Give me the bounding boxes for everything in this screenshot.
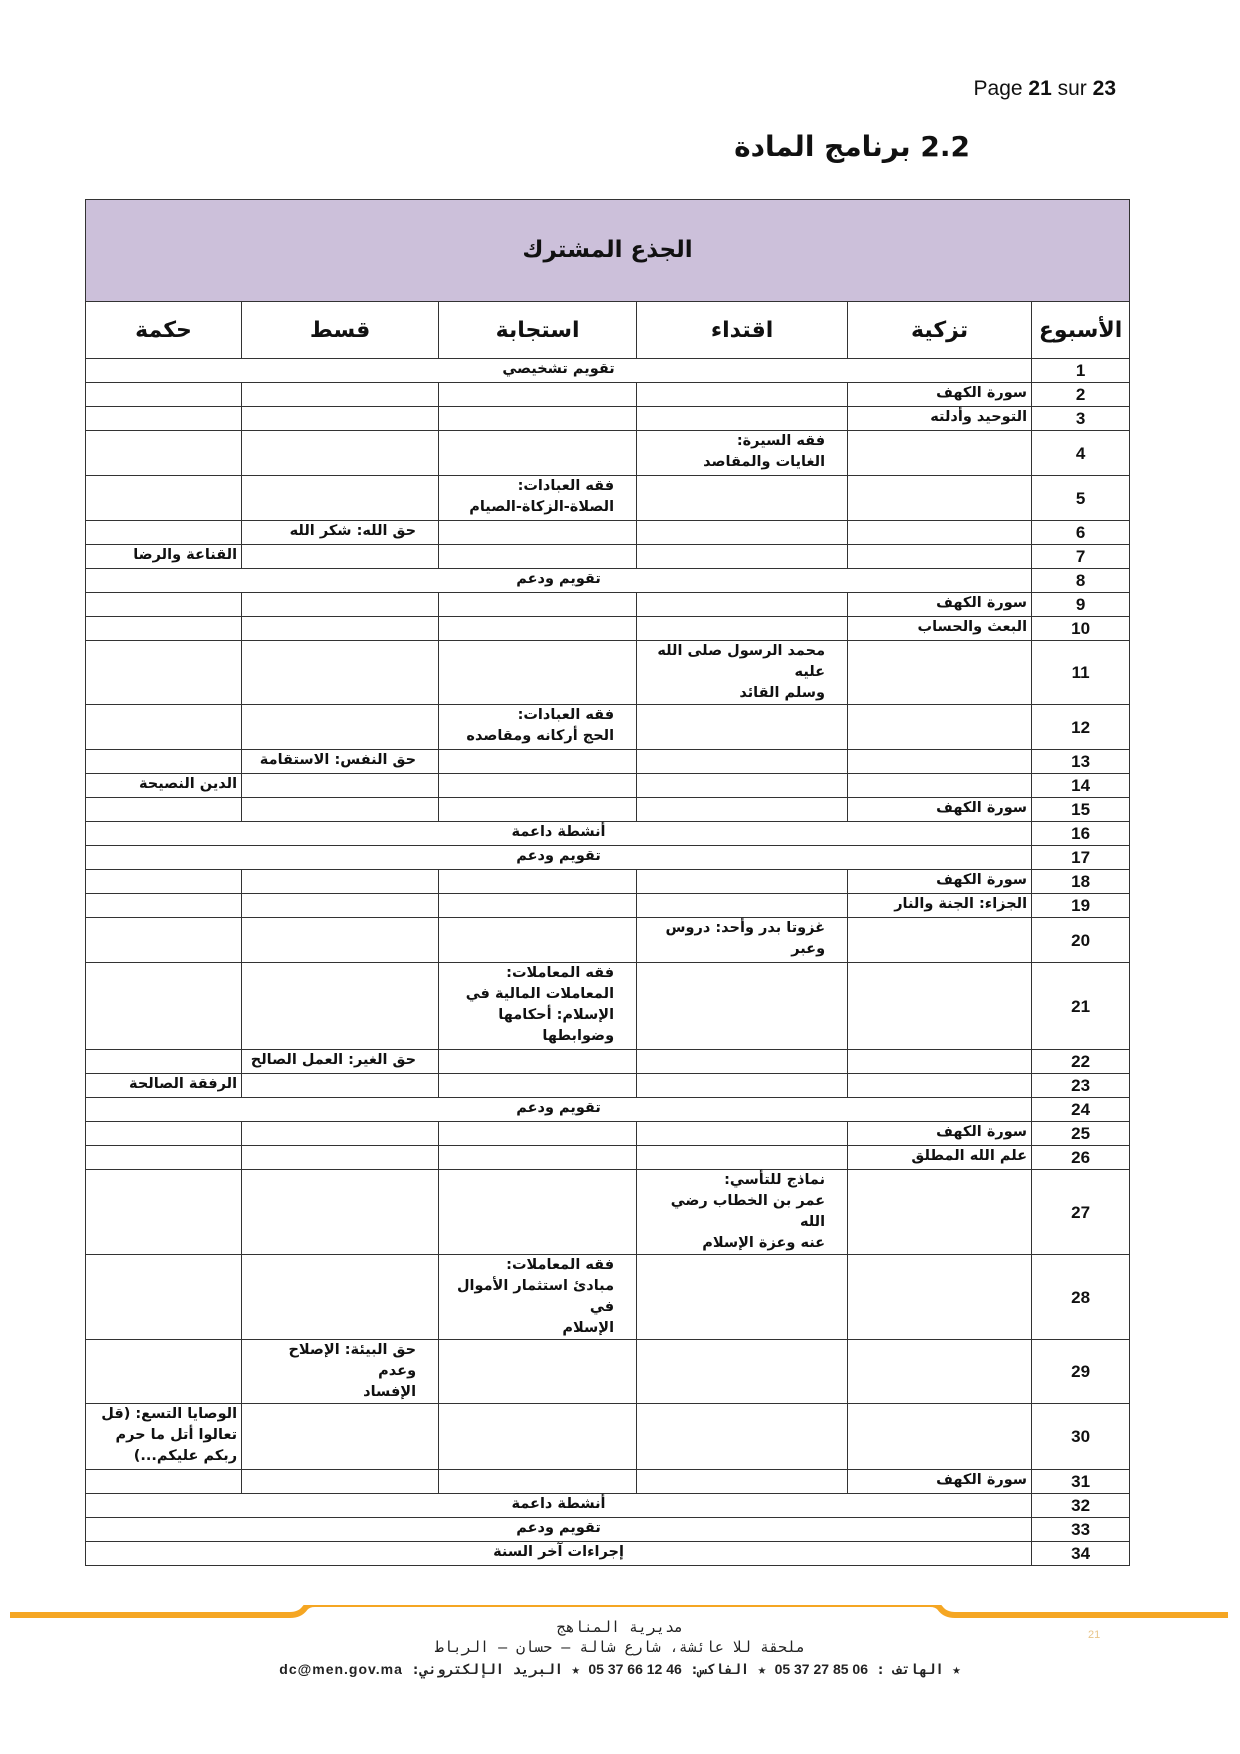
table-row	[86, 705, 1130, 750]
cell-qist	[242, 545, 439, 569]
cell-tazkia	[848, 774, 1032, 798]
cell-tazkia	[848, 1255, 1032, 1340]
table-row	[86, 617, 1130, 641]
cell-text: الرفقة الصالحة	[129, 1076, 238, 1092]
cell-iqtida	[637, 870, 848, 894]
cell-hikma	[86, 383, 242, 407]
merged-activity-cell: تقويم تشخيصي	[86, 359, 1032, 383]
cell-iqtida	[637, 407, 848, 431]
week-number: 2	[1032, 383, 1130, 407]
cell-iqtida	[637, 641, 848, 705]
cell-hikma	[86, 1050, 242, 1074]
cell-tazkia	[848, 1146, 1032, 1170]
cell-hikma	[86, 774, 242, 798]
cell-istijaba	[439, 521, 637, 545]
cell-istijaba	[439, 918, 637, 963]
week-number: 18	[1032, 870, 1130, 894]
cell-istijaba	[439, 1074, 637, 1098]
table-row	[86, 569, 1130, 593]
cell-istijaba	[439, 383, 637, 407]
cell-istijaba	[439, 1470, 637, 1494]
week-number: 24	[1032, 1098, 1130, 1122]
cell-qist	[242, 641, 439, 705]
table-row	[86, 407, 1130, 431]
cell-iqtida	[637, 617, 848, 641]
cell-qist	[242, 750, 439, 774]
cell-istijaba	[439, 1255, 637, 1340]
cell-hikma	[86, 798, 242, 822]
cell-istijaba	[439, 593, 637, 617]
cell-iqtida	[637, 1470, 848, 1494]
star-icon: ★	[757, 1662, 767, 1678]
cell-iqtida	[637, 1146, 848, 1170]
cell-qist	[242, 1074, 439, 1098]
cell-qist	[242, 407, 439, 431]
table-row	[86, 1470, 1130, 1494]
week-number: 11	[1032, 641, 1130, 705]
cell-tazkia	[848, 545, 1032, 569]
table-row	[86, 383, 1130, 407]
week-number: 4	[1032, 431, 1130, 476]
merged-activity-cell: أنشطة داعمة	[86, 1494, 1032, 1518]
cell-iqtida	[637, 1404, 848, 1470]
table-row	[86, 963, 1130, 1050]
cell-qist	[242, 918, 439, 963]
cell-hikma	[86, 476, 242, 521]
week-number: 19	[1032, 894, 1130, 918]
cell-qist	[242, 1050, 439, 1074]
week-number: 14	[1032, 774, 1130, 798]
cell-istijaba	[439, 617, 637, 641]
star-icon: ★	[952, 1662, 961, 1678]
cell-tazkia	[848, 1404, 1032, 1470]
cell-text: حق الله: شكر الله	[289, 523, 417, 539]
week-number: 10	[1032, 617, 1130, 641]
merged-activity-cell: إجراءات آخر السنة	[86, 1542, 1032, 1566]
week-number: 23	[1032, 1074, 1130, 1098]
cell-qist	[242, 798, 439, 822]
cell-qist	[242, 476, 439, 521]
cell-istijaba	[439, 963, 637, 1050]
cell-iqtida	[637, 963, 848, 1050]
header-tazkia: تزكية	[848, 302, 1032, 359]
cell-iqtida	[637, 1050, 848, 1074]
cell-qist	[242, 963, 439, 1050]
cell-qist	[242, 1255, 439, 1340]
cell-text: حق النفس: الاستقامة	[259, 752, 417, 768]
cell-text: علم الله المطلق	[911, 1148, 1028, 1164]
cell-iqtida	[637, 545, 848, 569]
cell-istijaba	[439, 894, 637, 918]
cell-tazkia	[848, 798, 1032, 822]
cell-hikma	[86, 1170, 242, 1255]
cell-tazkia	[848, 1050, 1032, 1074]
header-istijaba: استجابة	[439, 302, 637, 359]
table-row	[86, 1340, 1130, 1404]
cell-tazkia	[848, 1340, 1032, 1404]
week-number: 30	[1032, 1404, 1130, 1470]
cell-iqtida	[637, 521, 848, 545]
header-week: الأسبوع	[1032, 302, 1130, 359]
cell-text: الدين النصيحة	[138, 776, 238, 792]
cell-qist	[242, 1146, 439, 1170]
week-number: 22	[1032, 1050, 1130, 1074]
week-number: 7	[1032, 545, 1130, 569]
cell-hikma	[86, 1146, 242, 1170]
cell-iqtida	[637, 1074, 848, 1098]
cell-iqtida	[637, 918, 848, 963]
cell-hikma	[86, 1074, 242, 1098]
table-row	[86, 476, 1130, 521]
table-row	[86, 1050, 1130, 1074]
table-row	[86, 894, 1130, 918]
cell-text: فقه المعاملات: المعاملات المالية في الإسلام: أحكامها وضوابطها	[465, 965, 615, 1044]
header-hikma: حكمة	[86, 302, 242, 359]
faint-page-mark: 21	[1088, 1629, 1101, 1641]
week-number: 16	[1032, 822, 1130, 846]
week-number: 12	[1032, 705, 1130, 750]
cell-text: فقه السيرة: الغايات والمقاصد	[703, 433, 826, 470]
cell-text: البعث والحساب	[917, 619, 1028, 635]
cell-iqtida	[637, 476, 848, 521]
table-row	[86, 1098, 1130, 1122]
cell-hikma	[86, 521, 242, 545]
table-row	[86, 431, 1130, 476]
cell-iqtida	[637, 1122, 848, 1146]
week-number: 34	[1032, 1542, 1130, 1566]
table-row	[86, 545, 1130, 569]
cell-tazkia	[848, 870, 1032, 894]
cell-istijaba	[439, 870, 637, 894]
week-number: 33	[1032, 1518, 1130, 1542]
cell-iqtida	[637, 798, 848, 822]
cell-tazkia	[848, 963, 1032, 1050]
footer-contacts: ★ الهاتف : 05 37 27 85 06 ★ الفاكس: 05 37 66 12 46 ★ البريد الإلكتروني: dc@men.gov.ma	[279, 1661, 961, 1678]
table-row	[86, 1542, 1130, 1566]
cell-qist	[242, 1404, 439, 1470]
cell-tazkia	[848, 1470, 1032, 1494]
merged-activity-cell: تقويم ودعم	[86, 1098, 1032, 1122]
week-number: 8	[1032, 569, 1130, 593]
table-row	[86, 521, 1130, 545]
cell-text: سورة الكهف	[936, 1472, 1028, 1488]
cell-hikma	[86, 593, 242, 617]
table-header-row	[86, 302, 1130, 359]
table-row	[86, 641, 1130, 705]
cell-hikma	[86, 1404, 242, 1470]
cell-qist	[242, 617, 439, 641]
cell-tazkia	[848, 1122, 1032, 1146]
cell-tazkia	[848, 894, 1032, 918]
program-table	[85, 199, 1130, 1566]
section-title: 2.2 برنامج المادة	[734, 130, 970, 163]
footer-fax: 05 37 66 12 46	[588, 1661, 682, 1677]
cell-istijaba	[439, 750, 637, 774]
merged-activity-cell: تقويم ودعم	[86, 1518, 1032, 1542]
cell-tazkia	[848, 521, 1032, 545]
footer-directorate: مديرية المناهج	[556, 1618, 684, 1636]
cell-istijaba	[439, 1146, 637, 1170]
cell-iqtida	[637, 774, 848, 798]
cell-istijaba	[439, 1170, 637, 1255]
cell-istijaba	[439, 705, 637, 750]
cell-qist	[242, 894, 439, 918]
cell-tazkia	[848, 476, 1032, 521]
cell-tazkia	[848, 641, 1032, 705]
footer-address: ملحقة للا عائشة، شارع شالة – حسان – الرباط	[434, 1638, 806, 1656]
merged-activity-cell: تقويم ودعم	[86, 846, 1032, 870]
cell-iqtida	[637, 894, 848, 918]
week-number: 31	[1032, 1470, 1130, 1494]
cell-istijaba	[439, 774, 637, 798]
table-row	[86, 1404, 1130, 1470]
table-row	[86, 870, 1130, 894]
table-row	[86, 918, 1130, 963]
cell-text: سورة الكهف	[936, 385, 1028, 401]
cell-hikma	[86, 431, 242, 476]
week-number: 13	[1032, 750, 1130, 774]
cell-text: محمد الرسول صلى الله عليه وسلم القائد	[657, 643, 826, 701]
week-number: 32	[1032, 1494, 1130, 1518]
cell-text: القناعة والرضا	[133, 547, 238, 563]
table-row	[86, 750, 1130, 774]
cell-qist	[242, 593, 439, 617]
cell-tazkia	[848, 407, 1032, 431]
cell-text: الوصايا التسع: (قل تعالوا أتل ما حرم ربكم عليكم...)	[101, 1406, 238, 1464]
cell-iqtida	[637, 431, 848, 476]
cell-text: الجزاء: الجنة والنار	[894, 896, 1028, 912]
cell-iqtida	[637, 750, 848, 774]
cell-hikma	[86, 870, 242, 894]
cell-istijaba	[439, 1050, 637, 1074]
merged-activity-cell: أنشطة داعمة	[86, 822, 1032, 846]
table-band-title: الجذع المشترك	[86, 200, 1130, 302]
cell-tazkia	[848, 1074, 1032, 1098]
table-row	[86, 798, 1130, 822]
cell-qist	[242, 1470, 439, 1494]
cell-istijaba	[439, 431, 637, 476]
week-number: 1	[1032, 359, 1130, 383]
table-row	[86, 1122, 1130, 1146]
week-number: 9	[1032, 593, 1130, 617]
cell-hikma	[86, 963, 242, 1050]
header-qist: قسط	[242, 302, 439, 359]
cell-qist	[242, 774, 439, 798]
footer-email[interactable]: dc@men.gov.ma	[279, 1661, 403, 1677]
cell-text: سورة الكهف	[936, 800, 1028, 816]
table-row	[86, 1146, 1130, 1170]
week-number: 6	[1032, 521, 1130, 545]
table-row	[86, 1518, 1130, 1542]
cell-hikma	[86, 918, 242, 963]
week-number: 3	[1032, 407, 1130, 431]
cell-iqtida	[637, 1255, 848, 1340]
week-number: 21	[1032, 963, 1130, 1050]
week-number: 26	[1032, 1146, 1130, 1170]
cell-istijaba	[439, 407, 637, 431]
table-row	[86, 1255, 1130, 1340]
cell-qist	[242, 521, 439, 545]
cell-hikma	[86, 705, 242, 750]
cell-istijaba	[439, 1340, 637, 1404]
cell-hikma	[86, 641, 242, 705]
cell-hikma	[86, 1255, 242, 1340]
cell-qist	[242, 431, 439, 476]
cell-tazkia	[848, 593, 1032, 617]
cell-hikma	[86, 1122, 242, 1146]
table-row	[86, 822, 1130, 846]
cell-istijaba	[439, 1122, 637, 1146]
week-number: 5	[1032, 476, 1130, 521]
cell-text: سورة الكهف	[936, 595, 1028, 611]
cell-tazkia	[848, 918, 1032, 963]
cell-text: التوحيد وأدلته	[930, 409, 1028, 425]
cell-text: حق الغير: العمل الصالح	[250, 1052, 417, 1068]
cell-qist	[242, 705, 439, 750]
merged-activity-cell: تقويم ودعم	[86, 569, 1032, 593]
cell-hikma	[86, 1340, 242, 1404]
cell-istijaba	[439, 545, 637, 569]
cell-istijaba	[439, 798, 637, 822]
table-row	[86, 1074, 1130, 1098]
cell-hikma	[86, 617, 242, 641]
week-number: 28	[1032, 1255, 1130, 1340]
cell-tazkia	[848, 617, 1032, 641]
cell-qist	[242, 1340, 439, 1404]
week-number: 25	[1032, 1122, 1130, 1146]
table-row	[86, 1494, 1130, 1518]
cell-text: فقه العبادات: الصلاة-الزكاة-الصيام	[469, 478, 615, 515]
table-row	[86, 593, 1130, 617]
cell-hikma	[86, 750, 242, 774]
table-row	[86, 1170, 1130, 1255]
cell-tazkia	[848, 383, 1032, 407]
week-number: 27	[1032, 1170, 1130, 1255]
table-row	[86, 359, 1130, 383]
cell-istijaba	[439, 476, 637, 521]
week-number: 17	[1032, 846, 1130, 870]
cell-qist	[242, 1170, 439, 1255]
cell-tazkia	[848, 431, 1032, 476]
cell-text: فقه المعاملات: مبادئ استثمار الأموال في الإسلام	[456, 1257, 615, 1336]
cell-istijaba	[439, 1404, 637, 1470]
cell-istijaba	[439, 641, 637, 705]
cell-qist	[242, 1122, 439, 1146]
cell-tazkia	[848, 705, 1032, 750]
cell-text: نماذج للتأسي: عمر بن الخطاب رضي الله عنه وعزة الإسلام	[670, 1172, 826, 1251]
cell-hikma	[86, 545, 242, 569]
cell-iqtida	[637, 1340, 848, 1404]
cell-text: فقه العبادات: الحج أركانه ومقاصده	[466, 707, 615, 744]
cell-iqtida	[637, 593, 848, 617]
cell-hikma	[86, 894, 242, 918]
header-iqtida: اقتداء	[637, 302, 848, 359]
cell-tazkia	[848, 1170, 1032, 1255]
cell-text: سورة الكهف	[936, 1124, 1028, 1140]
star-icon: ★	[571, 1662, 580, 1678]
week-number: 29	[1032, 1340, 1130, 1404]
cell-iqtida	[637, 383, 848, 407]
cell-iqtida	[637, 1170, 848, 1255]
week-number: 15	[1032, 798, 1130, 822]
week-number: 20	[1032, 918, 1130, 963]
page-number: Page 21 sur 23	[973, 77, 1116, 100]
cell-text: حق البيئة: الإصلاح وعدم الإفساد	[288, 1342, 417, 1400]
footer-phone: 05 37 27 85 06	[774, 1661, 868, 1677]
table-row	[86, 846, 1130, 870]
cell-hikma	[86, 407, 242, 431]
cell-hikma	[86, 1470, 242, 1494]
cell-qist	[242, 383, 439, 407]
cell-tazkia	[848, 750, 1032, 774]
cell-text: غزوتا بدر وأحد: دروس وعبر	[665, 920, 826, 957]
cell-qist	[242, 870, 439, 894]
cell-text: سورة الكهف	[936, 872, 1028, 888]
cell-iqtida	[637, 705, 848, 750]
table-row	[86, 774, 1130, 798]
